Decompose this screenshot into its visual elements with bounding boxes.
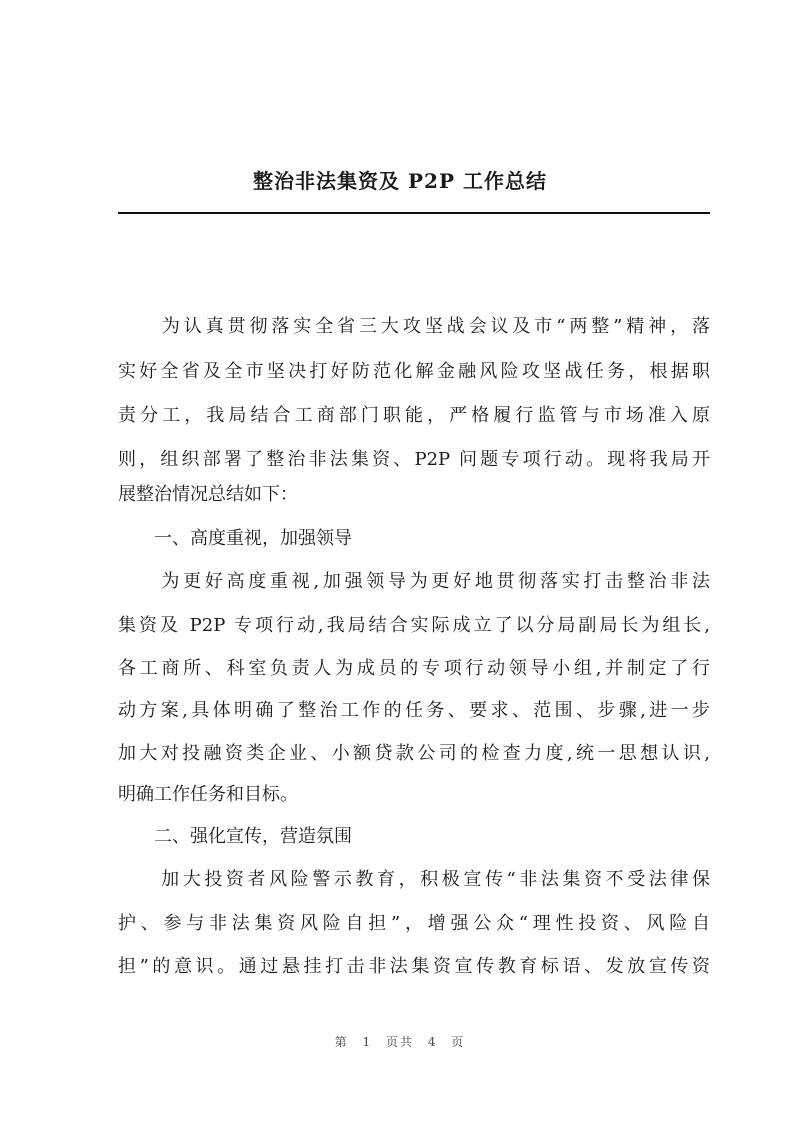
body-line: 动方案,具体明确了整治工作的任务、要求、范围、步骤,进一步: [118, 700, 710, 721]
page-number-footer: [0, 1033, 800, 1050]
section-heading: 二、强化宣传，营造氛围: [118, 826, 352, 847]
body-line: 责分工，我局结合工商部门职能，严格履行监管与市场准入原: [118, 405, 710, 426]
total-page-count: 4: [427, 1035, 438, 1049]
body-line: 展整治情况总结如下：: [118, 484, 298, 505]
document-title: 整治非法集资及 P2P 工作总结: [253, 169, 547, 193]
body-line: 担”的意识。通过悬挂打击非法集资宣传教育标语、发放宣传资: [118, 956, 710, 977]
body-line: 则，组织部署了整治非法集资、P2P 问题专项行动。现将我局开: [118, 449, 710, 470]
footer-suffix: 页: [451, 1035, 466, 1049]
body-line: 明确工作任务和目标。: [118, 784, 298, 805]
body-line: 为更好高度重视,加强领导为更好地贯彻落实打击整治非法: [118, 571, 710, 592]
body-line: 护、参与非法集资风险自担”，增强公众“理性投资、风险自: [118, 913, 710, 934]
current-page-number: 1: [362, 1035, 373, 1049]
body-line: 各工商所、科室负责人为成员的专项行动领导小组,并制定了行: [118, 658, 710, 679]
body-line: 加大投资者风险警示教育，积极宣传“非法集资不受法律保: [118, 869, 710, 890]
footer-prefix: 第: [334, 1035, 349, 1049]
body-line: 实好全省及全市坚决打好防范化解金融风险攻坚战任务，根据职: [118, 361, 710, 382]
section-heading: 一、高度重视，加强领导: [118, 528, 352, 549]
title-underline: [118, 212, 710, 214]
body-line: 加大对投融资类企业、小额贷款公司的检查力度,统一思想认识,: [118, 743, 710, 764]
body-line: 集资及 P2P 专项行动,我局结合实际成立了以分局副局长为组长,: [118, 615, 710, 636]
body-line: 为认真贯彻落实全省三大攻坚战会议及市“两整”精神，落: [118, 316, 710, 337]
footer-middle: 页共: [385, 1035, 414, 1049]
